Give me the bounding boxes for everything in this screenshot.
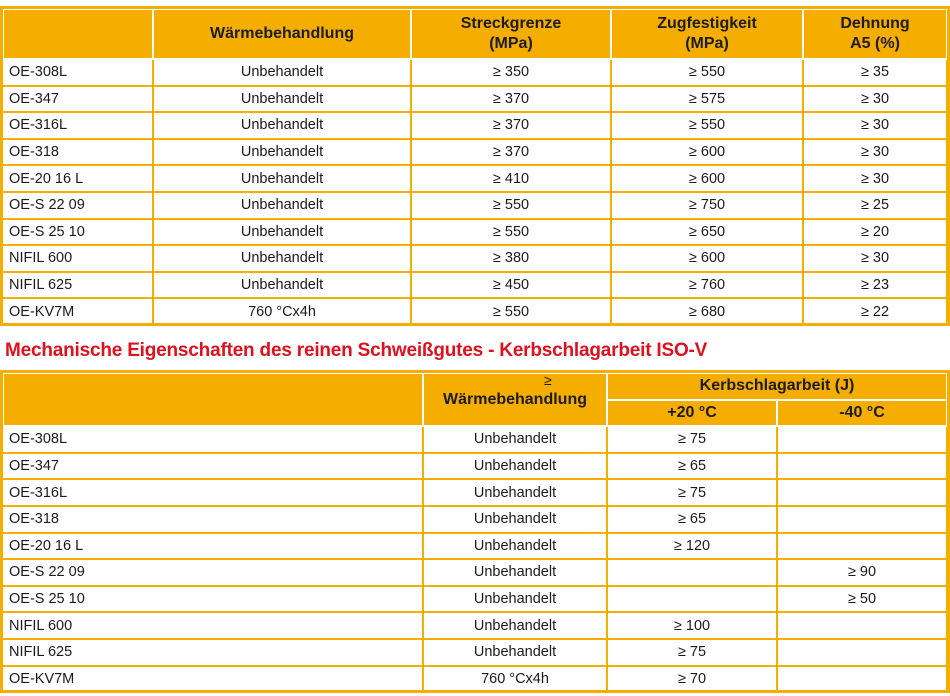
table-row [3, 533, 947, 560]
cell-plus20: ≥ 65 [607, 506, 777, 533]
cell-yield: ≥ 370 [411, 112, 611, 139]
table-row [3, 479, 947, 506]
cell-name: NIFIL 625 [3, 639, 423, 666]
cell-treatment: Unbehandelt [153, 139, 411, 166]
tensile-properties-table [2, 8, 948, 324]
cell-minus40: ≥ 90 [777, 559, 947, 586]
cell-treatment: Unbehandelt [153, 165, 411, 192]
cell-elongation: ≥ 30 [803, 245, 947, 272]
impact-energy-table [2, 372, 948, 691]
cell-treatment: 760 °Cx4h [423, 666, 607, 692]
header2-heat-treatment-label: Wärmebehandlung [442, 390, 587, 408]
cell-plus20: ≥ 70 [607, 666, 777, 692]
cell-name: OE-308L [3, 426, 423, 453]
cell-minus40 [777, 612, 947, 639]
header-yield-line2: (MPa) [489, 35, 533, 52]
cell-name: OE-318 [3, 139, 153, 166]
cell-elongation: ≥ 25 [803, 192, 947, 219]
cell-yield: ≥ 380 [411, 245, 611, 272]
cell-tensile: ≥ 600 [611, 139, 803, 166]
header-elongation [803, 9, 947, 59]
cell-name: OE-316L [3, 479, 423, 506]
cell-name: OE-S 25 10 [3, 586, 423, 613]
table-row [3, 59, 947, 86]
cell-treatment: Unbehandelt [423, 559, 607, 586]
cell-treatment: Unbehandelt [423, 506, 607, 533]
table-row [3, 139, 947, 166]
cell-plus20: ≥ 75 [607, 479, 777, 506]
cell-plus20 [607, 586, 777, 613]
cell-treatment: Unbehandelt [423, 586, 607, 613]
cell-yield: ≥ 370 [411, 139, 611, 166]
table-row [3, 426, 947, 453]
cell-plus20: ≥ 100 [607, 612, 777, 639]
cell-name: OE-316L [3, 112, 153, 139]
table-row [3, 192, 947, 219]
cell-name: OE-S 22 09 [3, 559, 423, 586]
cell-name: OE-S 25 10 [3, 219, 153, 246]
cell-yield: ≥ 550 [411, 219, 611, 246]
header-tensile-line2: (MPa) [685, 35, 729, 52]
cell-elongation: ≥ 30 [803, 86, 947, 113]
table-row [3, 112, 947, 139]
header-heat-treatment: Wärmebehandlung [153, 9, 411, 59]
cell-elongation: ≥ 30 [803, 165, 947, 192]
cell-minus40 [777, 426, 947, 453]
cell-tensile: ≥ 760 [611, 272, 803, 299]
cell-treatment: Unbehandelt [423, 479, 607, 506]
header2-temp-minus40: -40 °C [777, 400, 947, 427]
cell-tensile: ≥ 575 [611, 86, 803, 113]
cell-minus40 [777, 506, 947, 533]
cell-tensile: ≥ 600 [611, 245, 803, 272]
cell-minus40 [777, 639, 947, 666]
header-tensile-line1: Zugfestigkeit [657, 15, 757, 32]
cell-tensile: ≥ 600 [611, 165, 803, 192]
cell-tensile: ≥ 750 [611, 192, 803, 219]
table-row [3, 453, 947, 480]
cell-elongation: ≥ 35 [803, 59, 947, 86]
table-row [3, 298, 947, 324]
table-row [3, 86, 947, 113]
cell-elongation: ≥ 20 [803, 219, 947, 246]
header2-alloy [3, 373, 423, 426]
cell-tensile: ≥ 680 [611, 298, 803, 324]
cell-treatment: 760 °Cx4h [153, 298, 411, 324]
cell-treatment: Unbehandelt [153, 219, 411, 246]
header2-heat-treatment [423, 373, 607, 426]
cell-name: OE-308L [3, 59, 153, 86]
table-row [3, 666, 947, 692]
cell-yield: ≥ 410 [411, 165, 611, 192]
table-row [3, 586, 947, 613]
cell-yield: ≥ 370 [411, 86, 611, 113]
cell-minus40 [777, 479, 947, 506]
cell-tensile: ≥ 550 [611, 59, 803, 86]
cell-yield: ≥ 550 [411, 298, 611, 324]
cell-elongation: ≥ 30 [803, 139, 947, 166]
header2-impact-energy: Kerbschlagarbeit (J) [607, 373, 947, 400]
section-title: Mechanische Eigenschaften des reinen Schweißgutes - Kerbschlagarbeit ISO-V [5, 340, 708, 361]
table-row [3, 612, 947, 639]
cell-yield: ≥ 550 [411, 192, 611, 219]
cell-name: OE-318 [3, 506, 423, 533]
table-row [3, 559, 947, 586]
cell-treatment: Unbehandelt [423, 533, 607, 560]
cell-treatment: Unbehandelt [153, 59, 411, 86]
table-row [3, 165, 947, 192]
cell-plus20 [607, 559, 777, 586]
cell-name: OE-KV7M [3, 298, 153, 324]
cell-treatment: Unbehandelt [423, 426, 607, 453]
cell-name: OE-S 22 09 [3, 192, 153, 219]
table-row [3, 272, 947, 299]
cell-elongation: ≥ 22 [803, 298, 947, 324]
header-elongation-line2: A5 (%) [850, 35, 900, 52]
cell-minus40 [777, 533, 947, 560]
cell-treatment: Unbehandelt [153, 272, 411, 299]
header-yield-line1: Streckgrenze [460, 15, 562, 32]
cell-name: NIFIL 625 [3, 272, 153, 299]
cell-elongation: ≥ 23 [803, 272, 947, 299]
cell-elongation: ≥ 30 [803, 112, 947, 139]
cell-name: NIFIL 600 [3, 612, 423, 639]
header2-temp-plus20: +20 °C [607, 400, 777, 427]
header-tensile-strength [611, 9, 803, 59]
cell-name: OE-20 16 L [3, 165, 153, 192]
cell-plus20: ≥ 75 [607, 639, 777, 666]
cell-plus20: ≥ 65 [607, 453, 777, 480]
cell-treatment: Unbehandelt [423, 612, 607, 639]
cell-tensile: ≥ 650 [611, 219, 803, 246]
table-row [3, 219, 947, 246]
header-alloy [3, 9, 153, 59]
cell-yield: ≥ 350 [411, 59, 611, 86]
cell-minus40 [777, 453, 947, 480]
stray-symbol: ≥ [544, 372, 552, 388]
cell-name: NIFIL 600 [3, 245, 153, 272]
cell-treatment: Unbehandelt [153, 192, 411, 219]
cell-name: OE-347 [3, 86, 153, 113]
table-row [3, 245, 947, 272]
cell-plus20: ≥ 120 [607, 533, 777, 560]
table-row [3, 639, 947, 666]
header-yield-strength [411, 9, 611, 59]
cell-name: OE-347 [3, 453, 423, 480]
cell-treatment: Unbehandelt [153, 112, 411, 139]
cell-tensile: ≥ 550 [611, 112, 803, 139]
cell-minus40 [777, 666, 947, 692]
cell-treatment: Unbehandelt [423, 453, 607, 480]
cell-name: OE-KV7M [3, 666, 423, 692]
cell-treatment: Unbehandelt [423, 639, 607, 666]
table-row [3, 506, 947, 533]
cell-treatment: Unbehandelt [153, 245, 411, 272]
cell-yield: ≥ 450 [411, 272, 611, 299]
cell-treatment: Unbehandelt [153, 86, 411, 113]
cell-plus20: ≥ 75 [607, 426, 777, 453]
header-elongation-line1: Dehnung [840, 15, 910, 32]
cell-minus40: ≥ 50 [777, 586, 947, 613]
cell-name: OE-20 16 L [3, 533, 423, 560]
